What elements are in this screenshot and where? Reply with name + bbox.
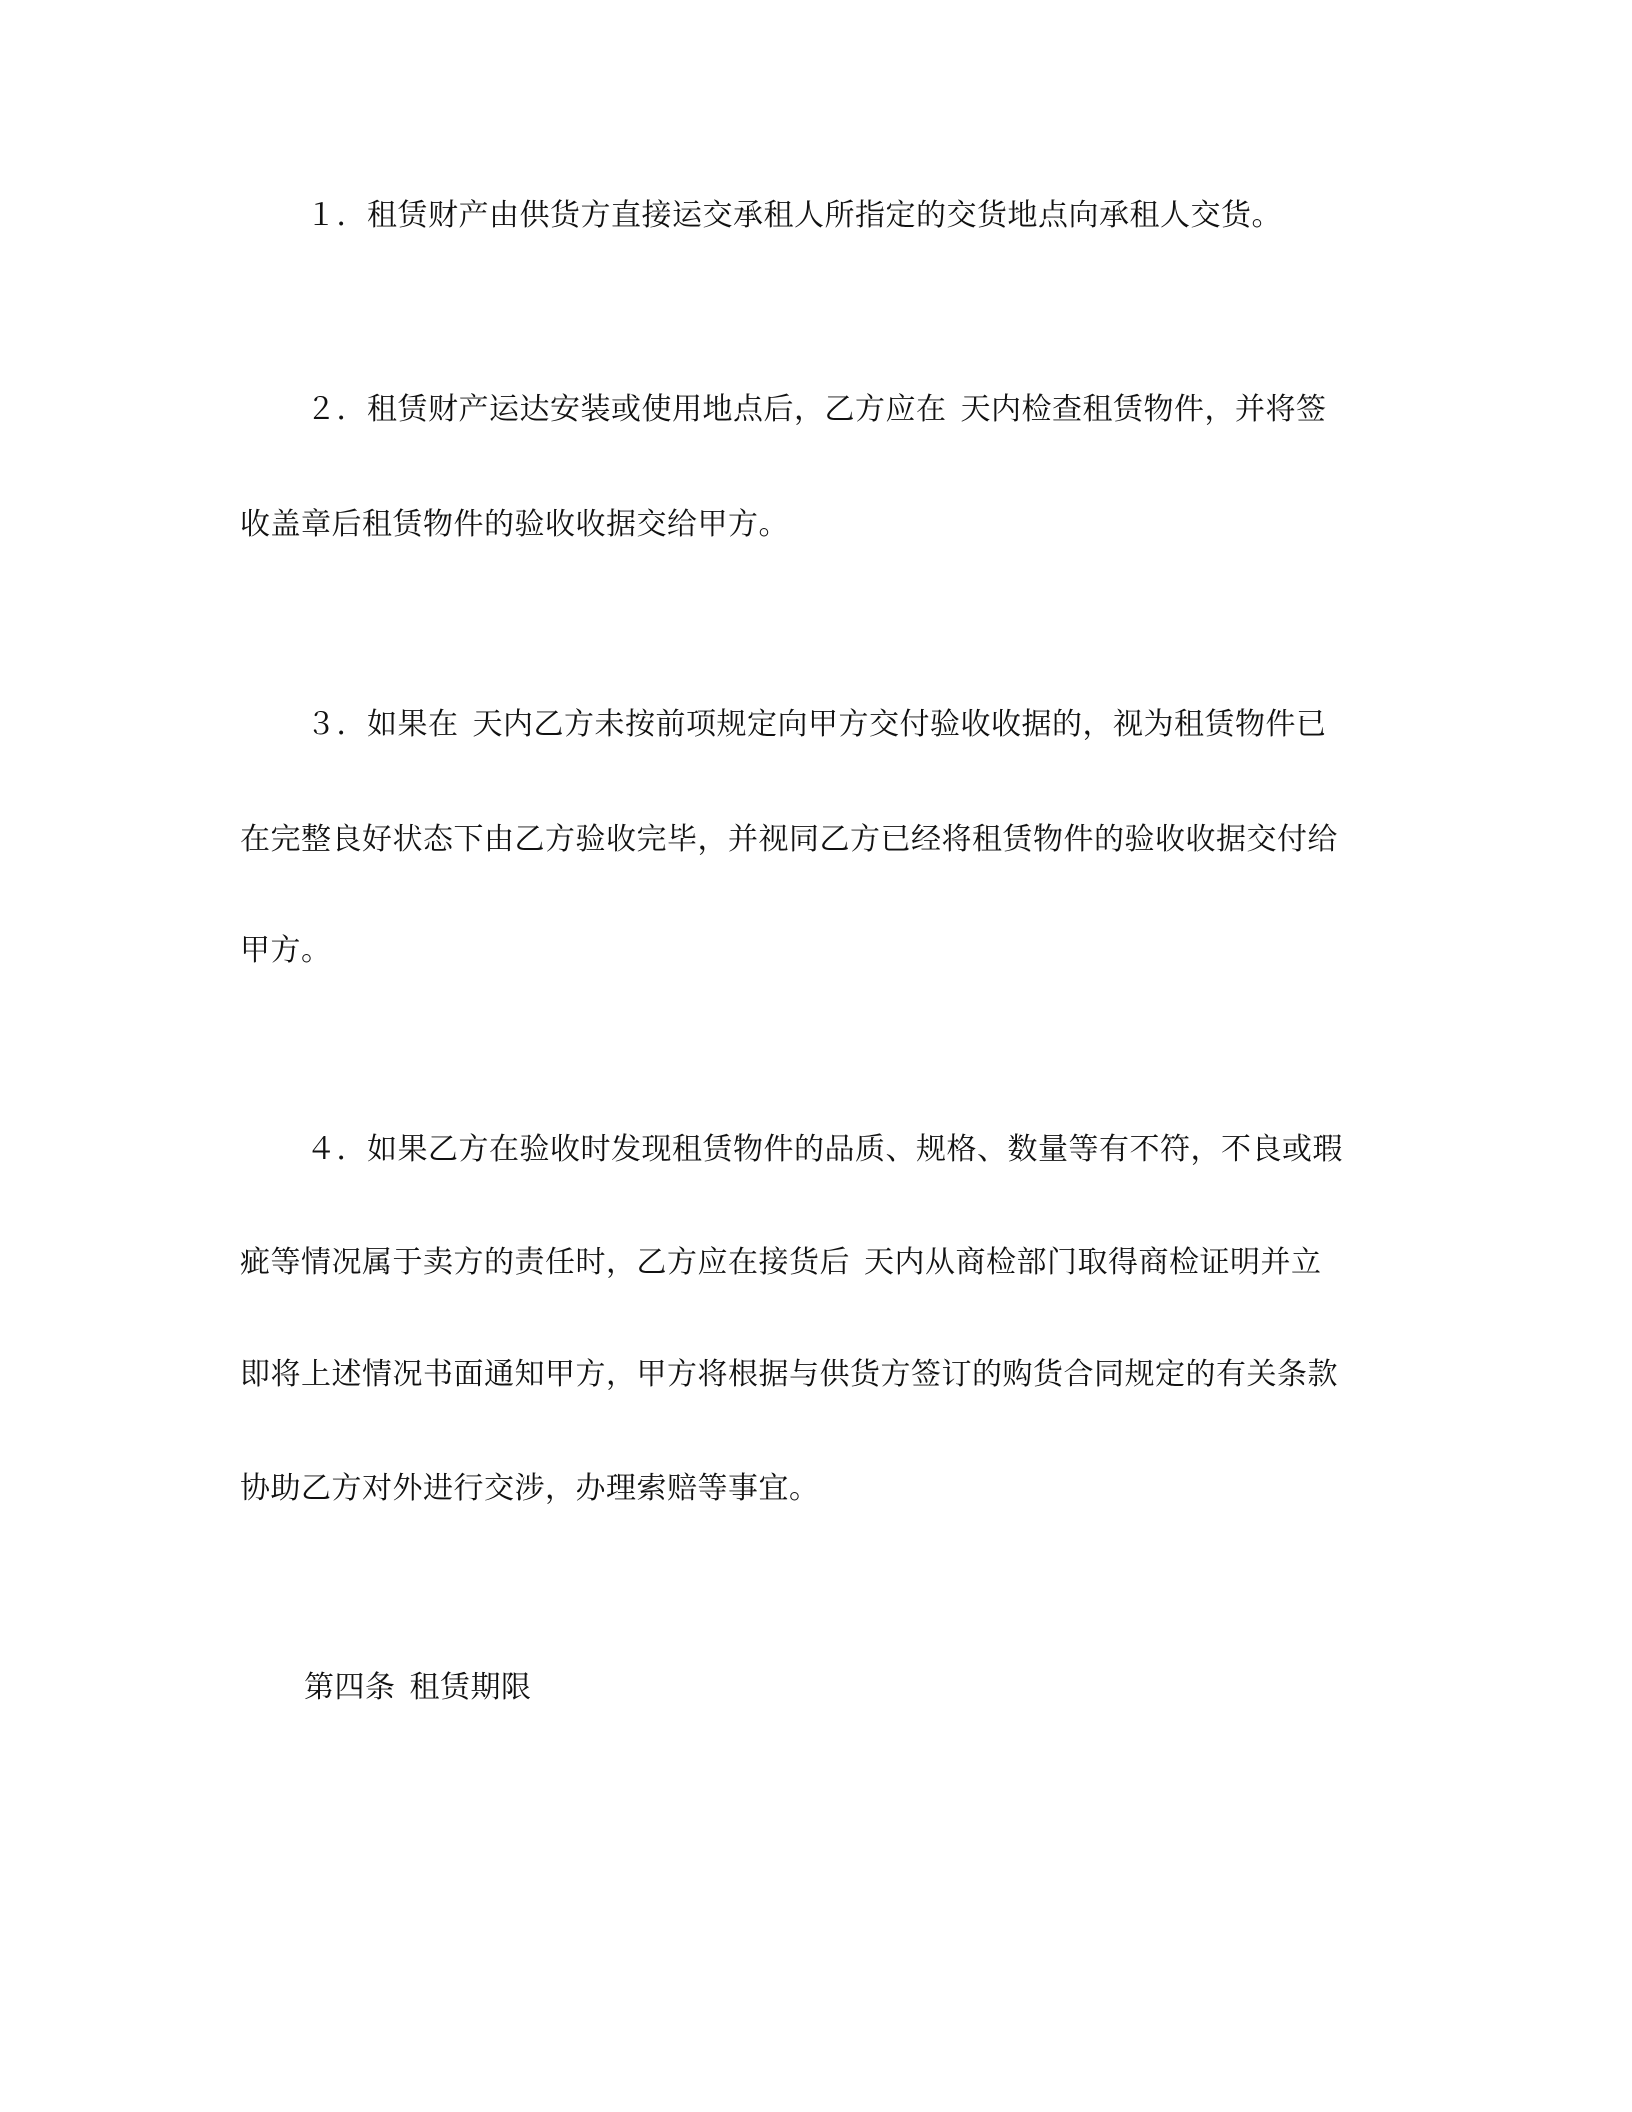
clause-2-line-2 [240, 505, 1400, 545]
clause-3-line-1 [306, 705, 1466, 745]
clause-4-line-4 [240, 1469, 1400, 1509]
clause-3-number: ３． [306, 707, 367, 742]
clause-3-text-a: 如果在 [367, 707, 459, 742]
clause-4-line-2 [240, 1243, 1400, 1283]
clause-2-text-b: 天内检查租赁物件，并将签 [960, 392, 1327, 427]
clause-3-text-b: 天内乙方未按前项规定向甲方交付验收收据的，视为租赁物件已 [472, 707, 1327, 742]
clause-4-text-c: 天内从商检部门取得商检证明并立 [864, 1245, 1322, 1280]
article-4-heading [304, 1668, 1464, 1708]
clause-2-number: ２． [306, 392, 367, 427]
clause-4-line-1 [306, 1130, 1466, 1170]
clause-1-text: 租赁财产由供货方直接运交承租人所指定的交货地点向承租人交货。 [367, 198, 1282, 233]
clause-3-text-d: 甲方。 [240, 933, 332, 968]
clause-4-number: ４． [306, 1132, 367, 1167]
article-4-label: 第四条 [304, 1670, 396, 1705]
clause-2-text-a: 租赁财产运达安装或使用地点后，乙方应在 [367, 392, 947, 427]
clause-1-number: １． [306, 198, 367, 233]
clause-4-text-e: 协助乙方对外进行交涉，办理索赔等事宜。 [240, 1471, 820, 1506]
clause-4-text-b: 疵等情况属于卖方的责任时，乙方应在接货后 [240, 1245, 850, 1280]
clause-4-text-d: 即将上述情况书面通知甲方，甲方将根据与供货方签订的购货合同规定的有关条款 [240, 1357, 1338, 1392]
clause-1-line-1 [306, 196, 1466, 236]
clause-3-text-c: 在完整良好状态下由乙方验收完毕，并视同乙方已经将租赁物件的验收收据交付给 [240, 822, 1338, 857]
clause-2-line-1 [306, 390, 1466, 430]
article-4-title: 租赁期限 [409, 1670, 532, 1705]
clause-2-text-c: 收盖章后租赁物件的验收收据交给甲方。 [240, 507, 789, 542]
clause-3-line-2 [240, 820, 1400, 860]
clause-4-text-a: 如果乙方在验收时发现租赁物件的品质、规格、数量等有不符，不良或瑕 [367, 1132, 1343, 1167]
clause-3-line-3 [240, 931, 1400, 971]
clause-4-line-3 [240, 1355, 1400, 1395]
